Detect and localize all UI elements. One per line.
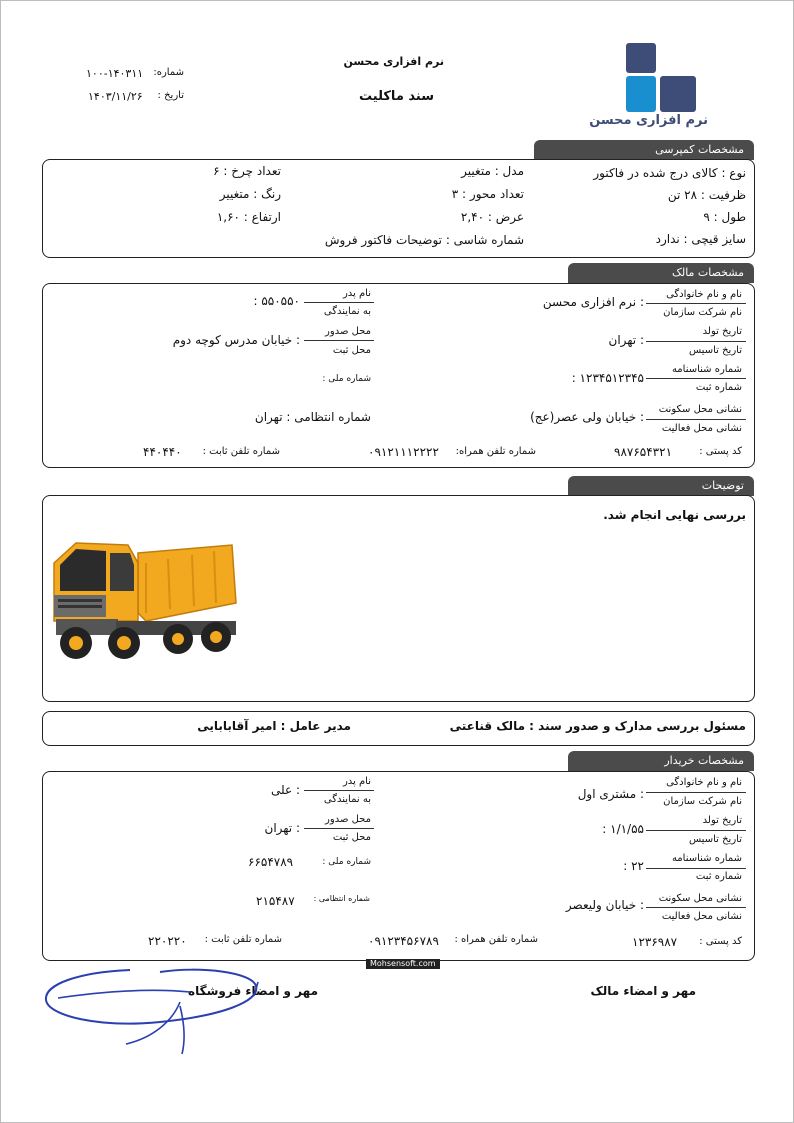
buyer-issue-label: محل صدور (325, 814, 371, 825)
buyer-addr-label: نشانی محل سکونت (658, 893, 742, 904)
owner-postal-value: ۹۸۷۶۵۴۳۲۱ (614, 445, 673, 459)
date-label: تاریخ : (157, 90, 184, 101)
owner-phone-value: ۴۴۰۴۴۰ (143, 445, 182, 459)
compressor-width: عرض : ۲,۴۰ (460, 210, 524, 224)
buyer-addr-value: : خیابان ولیعصر (565, 898, 644, 912)
compressor-size: سایز قیچی : ندارد (655, 232, 746, 246)
owner-agency-label: به نمایندگی (323, 306, 371, 317)
notes-tab: توضیحات (568, 476, 754, 496)
compressor-axles: تعداد محور : ۳ (451, 187, 524, 201)
compressor-chassis: شماره شاسی : توضیحات فاکتور فروش (324, 233, 524, 247)
compressor-model: مدل : متغییر (461, 164, 524, 178)
owner-mobile-value: ۰۹۱۲۱۱۱۲۲۲۲ (368, 445, 439, 459)
compressor-type: نوع : کالای درج شده در فاکتور (593, 166, 746, 180)
buyer-disc-value: ۲۱۵۴۸۷ (256, 894, 295, 908)
responsible-officer: مسئول بررسی مدارک و صدور سند : مالک قناعتی (449, 719, 746, 733)
buyer-idcard-value: ۲۲ : (623, 859, 644, 873)
buyer-father-label: نام پدر (342, 776, 371, 787)
compressor-length: طول : ۹ (703, 210, 746, 224)
buyer-box (42, 771, 755, 961)
owner-birth-label: تاریخ تولد (702, 326, 742, 337)
owner-issue-label: محل صدور (325, 326, 371, 337)
compressor-color: رنگ : متغییر (219, 187, 281, 201)
owner-seal-label: مهر و امضاء مالک (590, 984, 696, 998)
buyer-name-value: : مشتری اول (577, 787, 644, 801)
owner-issue-underline (304, 340, 374, 341)
owner-idcard-underline (646, 378, 746, 379)
buyer-idcard-label: شماره شناسنامه (671, 853, 742, 864)
owner-disc-label: شماره انتظامی : تهران (254, 410, 371, 424)
shop-seal-label: مهر و امضاء فروشگاه (188, 984, 318, 998)
buyer-father-value: : علی (271, 783, 300, 797)
buyer-work-label: نشانی محل فعالیت (661, 911, 742, 922)
buyer-company-label: نام شرکت سازمان (663, 796, 742, 807)
owner-national-label: شماره ملی : (322, 374, 371, 384)
buyer-mobile-label: شماره تلفن همراه : (454, 934, 538, 945)
buyer-phone-label: شماره تلفن ثابت : (204, 934, 282, 945)
truck-image (46, 503, 244, 693)
buyer-issue-value: : تهران (264, 821, 300, 835)
buyer-national-label: شماره ملی : (322, 857, 371, 867)
owner-work-label: نشانی محل فعالیت (661, 423, 742, 434)
managing-director: مدیر عامل : امیر آقابابایی (197, 719, 351, 733)
buyer-name-label: نام و نام خانوادگی (666, 777, 742, 788)
compressor-height: ارتفاع : ۱,۶۰ (216, 210, 281, 224)
buyer-postal-label: کد پستی : (699, 936, 742, 947)
owner-birth-value: : تهران (608, 333, 644, 347)
buyer-postal-value: ۱۲۳۶۹۸۷ (632, 935, 678, 949)
buyer-father-underline (304, 790, 374, 791)
owner-tab: مشخصات مالک (568, 263, 754, 283)
buyer-agency-label: به نمایندگی (323, 794, 371, 805)
owner-founded-label: تاریخ تاسیس (688, 345, 742, 356)
document-title: سند ماکلیت (359, 89, 434, 104)
buyer-disc-label: شماره انتظامی : (313, 894, 370, 903)
buyer-birth-value: ۱/۱/۵۵ : (602, 822, 644, 836)
owner-father-underline (304, 302, 374, 303)
logo-text: نرم افزاری محسن (589, 113, 708, 128)
compressor-tab: مشخصات کمپرسی (534, 140, 754, 160)
buyer-tab: مشخصات خریدار (568, 751, 754, 771)
buyer-birth-underline (646, 830, 746, 831)
owner-phone-label: شماره تلفن ثابت : (202, 446, 280, 457)
owner-addr-value: : خیابان ولی عصر(عج) (530, 410, 644, 424)
company-logo (624, 42, 698, 114)
buyer-phone-value: ۲۲۰۲۲۰ (148, 934, 187, 948)
owner-father-label: نام پدر (342, 288, 371, 299)
notes-text: بررسی نهایی انجام شد. (603, 508, 746, 522)
buyer-reg-label: شماره ثبت (695, 871, 742, 882)
owner-idcard-value: ۱۲۳۴۵۱۲۳۴۵ : (571, 371, 644, 385)
owner-addr-label: نشانی محل سکونت (658, 404, 742, 415)
compressor-wheels: تعداد چرخ : ۶ (213, 164, 281, 178)
owner-name-underline (646, 303, 746, 304)
date-value: ۱۴۰۳/۱۱/۲۶ (88, 90, 143, 103)
buyer-addr-underline (646, 907, 746, 908)
buyer-mobile-value: ۰۹۱۲۳۴۵۶۷۸۹ (368, 934, 439, 948)
owner-reg-label: شماره ثبت (695, 382, 742, 393)
owner-company-label: نام شرکت سازمان (663, 307, 742, 318)
owner-postal-label: کد پستی : (699, 446, 742, 457)
buyer-idcard-underline (646, 868, 746, 869)
owner-father-value: ۵۵۰۵۵۰ : (253, 294, 300, 308)
buyer-national-value: ۶۶۵۴۷۸۹ (248, 855, 294, 869)
owner-addr-underline (646, 419, 746, 420)
buyer-founded-label: تاریخ تاسیس (688, 834, 742, 845)
signature-image (40, 962, 266, 1058)
owner-regplace-label: محل ثبت (332, 345, 371, 356)
owner-birth-underline (646, 341, 746, 342)
compressor-capacity: ظرفیت : ۲۸ تن (667, 188, 746, 202)
owner-box (42, 283, 755, 468)
buyer-name-underline (646, 792, 746, 793)
buyer-birth-label: تاریخ تولد (702, 815, 742, 826)
number-label: شماره: (153, 67, 184, 78)
watermark: Mohsensoft.com (366, 959, 440, 969)
owner-name-label: نام و نام خانوادگی (666, 289, 742, 300)
buyer-issue-underline (304, 828, 374, 829)
owner-name-value: : نرم افزاری محسن (542, 295, 644, 309)
owner-mobile-label: شماره تلفن همراه: (455, 446, 536, 457)
buyer-regplace-label: محل ثبت (332, 832, 371, 843)
owner-idcard-label: شماره شناسنامه (671, 364, 742, 375)
number-value: ۱۰۰-۱۴۰۳۱۱ (86, 67, 144, 80)
owner-issue-value: : خیابان مدرس کوچه دوم (172, 333, 300, 347)
company-name: نرم افزاری محسن (343, 55, 444, 68)
